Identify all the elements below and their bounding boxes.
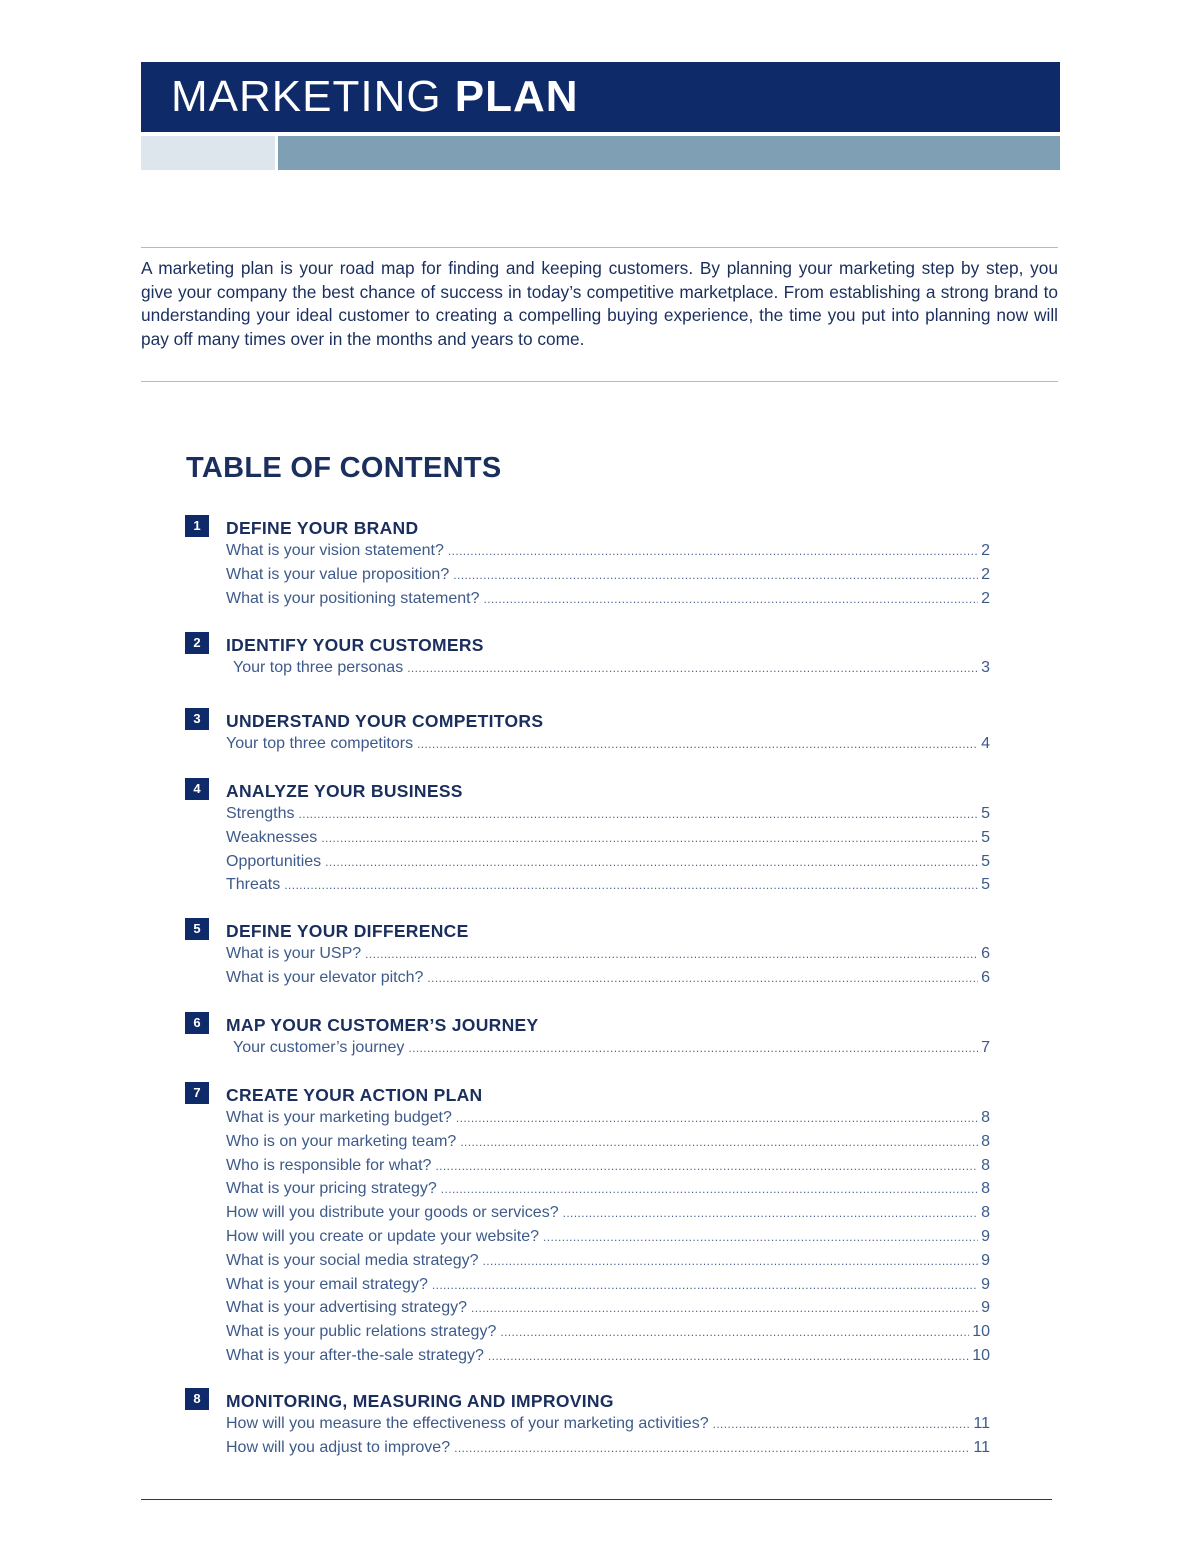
toc-section-8 [185,1388,990,1460]
accent-band-right [278,136,1060,170]
toc-entry-label: What is your vision statement? [226,542,444,559]
section-number-badge: 4 [185,778,209,800]
toc-entry[interactable] [185,1412,990,1436]
dot-leader [417,733,978,757]
section-number-badge: 6 [185,1012,209,1034]
toc-entry-page: 5 [981,805,990,822]
page-title-bold: PLAN [454,72,579,121]
toc-entry[interactable] [185,563,990,587]
toc-entry-label: What is your public relations strategy? [226,1323,497,1341]
toc-entry-page: 2 [981,589,990,607]
toc-entry-page: 10 [972,1346,990,1364]
dot-leader [471,1297,978,1321]
toc-entry-label: What is your elevator pitch? [226,968,424,986]
toc-entry[interactable] [185,850,990,874]
dot-leader [453,564,978,588]
toc-entry-page: 2 [981,565,990,583]
toc-entry-label: How will you measure the effectiveness of your marketing activities? [226,1415,709,1432]
toc-entry-page: 8 [981,1156,990,1174]
toc-entry[interactable] [185,1249,990,1273]
dot-leader [407,657,978,681]
toc-entry-label: Who is responsible for what? [226,1156,432,1174]
toc-entry-label: What is your USP? [226,945,362,962]
toc-section-header [185,632,990,656]
dot-leader [427,967,978,991]
section-title[interactable]: DEFINE YOUR BRAND [226,518,419,538]
toc-section-header [185,1388,990,1412]
toc-entry[interactable] [185,1154,990,1178]
toc-section-7 [185,1082,990,1368]
toc-section-6 [185,1012,990,1060]
section-number-badge: 5 [185,918,209,940]
dot-leader [483,588,978,612]
section-title[interactable]: CREATE YOUR ACTION PLAN [226,1085,483,1105]
dot-leader [483,1250,979,1274]
toc-entry-label: Threats [226,876,281,894]
toc-entry[interactable] [185,1036,990,1060]
toc-entry[interactable] [185,539,990,563]
toc-section-3 [185,708,990,756]
section-title[interactable]: IDENTIFY YOUR CUSTOMERS [226,635,484,655]
page-title-regular: MARKETING [171,72,455,121]
toc-entry[interactable] [185,1225,990,1249]
section-title[interactable]: ANALYZE YOUR BUSINESS [226,781,463,801]
toc-section-header [185,515,990,539]
toc-section-header [185,1082,990,1106]
dot-leader [543,1226,978,1250]
toc-entry-page: 8 [981,1109,990,1126]
toc-entry[interactable] [185,656,990,680]
toc-entry-page: 8 [981,1132,990,1150]
accent-band-left [141,136,275,170]
toc-entry-page: 9 [981,1251,990,1269]
toc-section-header [185,1012,990,1036]
toc-section-5 [185,918,990,990]
toc-entry[interactable] [185,966,990,990]
toc-entry-page: 5 [981,876,990,894]
section-number-badge: 1 [185,515,209,537]
dot-leader [365,943,978,967]
dot-leader [713,1413,971,1437]
toc-entry-label: Your customer’s journey [233,1039,405,1056]
toc-entry[interactable] [185,826,990,850]
title-banner [141,62,1060,132]
toc-entry-label: What is your positioning statement? [226,589,480,607]
intro-top-rule [141,247,1058,248]
toc-entry[interactable] [185,1344,990,1368]
toc-entry-page: 11 [973,1438,990,1456]
toc-entry[interactable] [185,1201,990,1225]
section-title[interactable]: MAP YOUR CUSTOMER’S JOURNEY [226,1015,539,1035]
toc-entry-label: What is your after-the-sale strategy? [226,1346,484,1364]
toc-entry[interactable] [185,1320,990,1344]
toc-entry-label: Your top three competitors [226,735,414,752]
toc-title: TABLE OF CONTENTS [186,452,502,484]
toc-entry-page: 3 [981,659,990,676]
toc-entry-page: 7 [981,1039,990,1056]
dot-leader [435,1155,978,1179]
toc-entry[interactable] [185,873,990,897]
dot-leader [298,803,978,827]
toc-entry-label: How will you adjust to improve? [226,1438,451,1456]
toc-entry[interactable] [185,1436,990,1460]
dot-leader [488,1345,969,1369]
toc-entry[interactable] [185,1273,990,1297]
toc-entry[interactable] [185,1130,990,1154]
toc-entry-page: 4 [981,735,990,752]
toc-entry[interactable] [185,942,990,966]
toc-entry[interactable] [185,1106,990,1130]
dot-leader [500,1321,969,1345]
toc-entry-page: 5 [981,852,990,870]
dot-leader [441,1178,978,1202]
dot-leader [460,1131,978,1155]
toc-section-4 [185,778,990,897]
dot-leader [321,827,978,851]
toc-entry-page: 2 [981,542,990,559]
toc-entry-label: What is your value proposition? [226,565,450,583]
dot-leader [325,851,978,875]
dot-leader [284,874,978,898]
footer-rule [141,1499,1052,1500]
toc-section-1 [185,515,990,610]
dot-leader [408,1037,978,1061]
toc-entry-label: How will you create or update your website? [226,1227,540,1245]
toc-entry-label: What is your pricing strategy? [226,1180,437,1198]
intro-bottom-rule [141,381,1058,382]
toc-section-2 [185,632,990,680]
section-title[interactable]: MONITORING, MEASURING AND IMPROVING [226,1391,614,1411]
toc-entry-page: 9 [981,1275,990,1293]
toc-entry-label: Strengths [226,805,295,822]
toc-entry[interactable] [185,732,990,756]
toc-entry-label: Opportunities [226,852,322,870]
toc-entry-label: What is your email strategy? [226,1275,428,1293]
toc-entry-label: What is your marketing budget? [226,1109,452,1126]
toc-entry-page: 6 [981,945,990,962]
toc-section-header [185,708,990,732]
dot-leader [448,540,978,564]
toc-entry-page: 10 [972,1323,990,1341]
toc-entry-label: Your top three personas [233,659,404,676]
toc-section-header [185,918,990,942]
toc-entry-page: 8 [981,1204,990,1222]
toc-entry[interactable] [185,1296,990,1320]
section-title[interactable]: DEFINE YOUR DIFFERENCE [226,921,469,941]
toc-section-header [185,778,990,802]
toc-entry[interactable] [185,802,990,826]
dot-leader [563,1202,979,1226]
toc-entry-label: How will you distribute your goods or services? [226,1204,559,1222]
toc-entry-page: 9 [981,1299,990,1317]
section-title[interactable]: UNDERSTAND YOUR COMPETITORS [226,711,544,731]
toc-entry-page: 6 [981,968,990,986]
section-number-badge: 8 [185,1388,209,1410]
section-number-badge: 3 [185,708,209,730]
intro-paragraph: A marketing plan is your road map for finding and keeping customers. By planning your marketing step by step, you give your company the best chance of success in today’s competitive marketplace. From establishing a strong brand to understanding your ideal customer to creating a compelling buying experience, the time you put into planning now will pay off many times over in the months and years to come. [141,258,1058,349]
toc-entry[interactable] [185,1177,990,1201]
toc-entry-label: Weaknesses [226,828,318,846]
toc-entry-page: 9 [981,1227,990,1245]
toc-entry-page: 5 [981,828,990,846]
toc-entry[interactable] [185,587,990,611]
toc-entry-page: 8 [981,1180,990,1198]
dot-leader [432,1274,978,1298]
toc-entry-label: What is your social media strategy? [226,1251,479,1269]
dot-leader [456,1107,978,1131]
toc-entry-label: Who is on your marketing team? [226,1132,457,1150]
dot-leader [454,1437,970,1461]
section-number-badge: 7 [185,1082,209,1104]
section-number-badge: 2 [185,632,209,654]
toc-entry-page: 11 [973,1415,990,1432]
page-title [171,72,579,122]
toc-entry-label: What is your advertising strategy? [226,1299,467,1317]
